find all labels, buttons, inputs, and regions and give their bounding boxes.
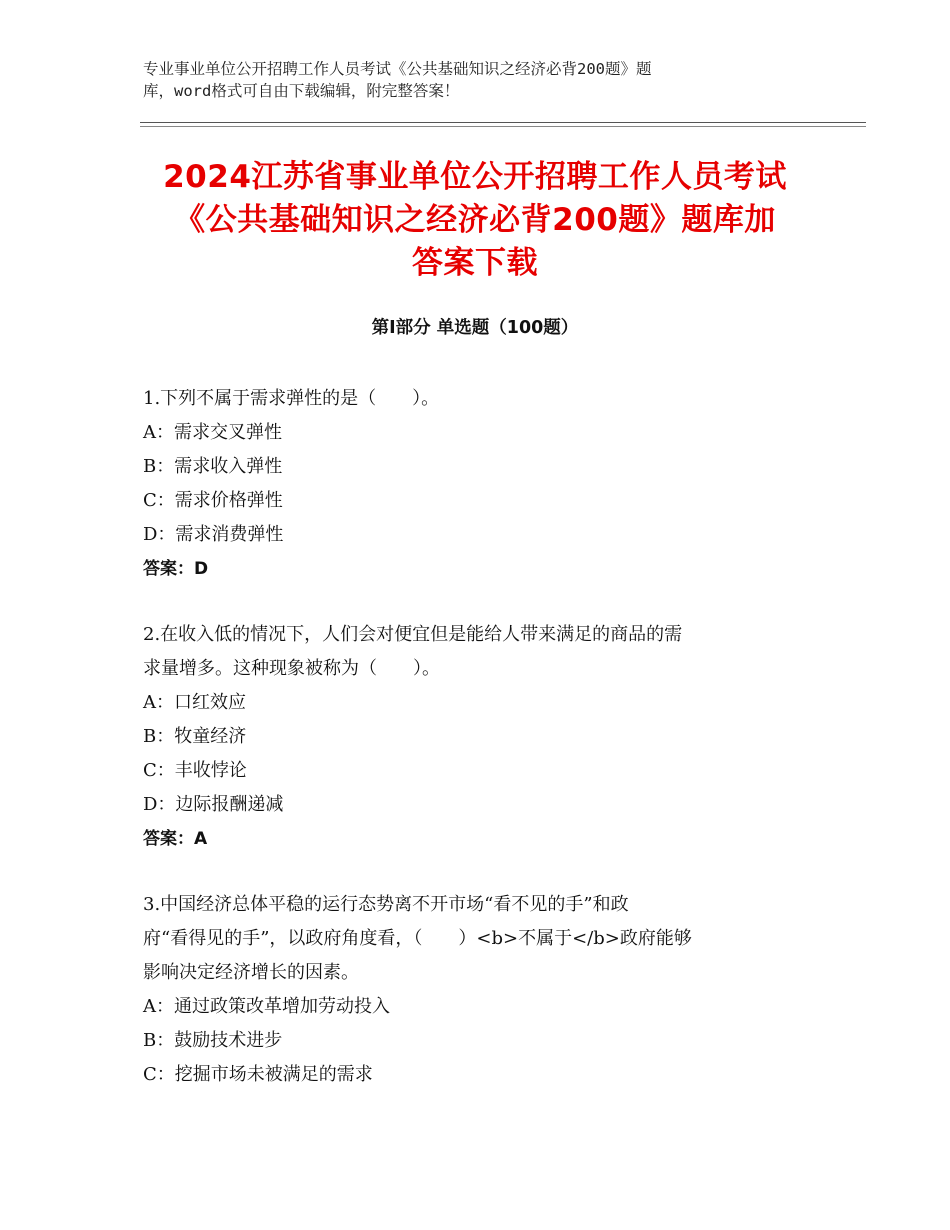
question-option: D：边际报酬递减 xyxy=(143,794,284,815)
question-option: B：牧童经济 xyxy=(143,726,247,747)
question-stem: 1.下列不属于需求弹性的是（ ）。 xyxy=(143,388,440,409)
header-line: 专业事业单位公开招聘工作人员考试《公共基础知识之经济必背200题》题 xyxy=(143,60,652,78)
question-option: D：需求消费弹性 xyxy=(143,524,284,545)
page-header xyxy=(143,58,783,102)
question-item xyxy=(143,382,823,586)
header-line: 库，word格式可自由下载编辑，附完整答案！ xyxy=(143,82,460,100)
question-answer: 答案：A xyxy=(143,829,208,849)
title-line: 《公共基础知识之经济必背200题》题库加 xyxy=(174,202,776,238)
question-option: B：需求收入弹性 xyxy=(143,456,283,477)
question-option: B：鼓励技术进步 xyxy=(143,1030,283,1051)
section-heading: 第Ⅰ部分 单选题（100题） xyxy=(371,318,579,338)
question-stem: 3.中国经济总体平稳的运行态势离不开市场“看不见的手”和政 xyxy=(143,894,629,915)
question-option: C：需求价格弹性 xyxy=(143,490,283,511)
question-option: A：通过政策改革增加劳动投入 xyxy=(143,996,390,1017)
question-stem: 2.在收入低的情况下，人们会对便宜但是能给人带来满足的商品的需 xyxy=(143,624,683,645)
header-divider xyxy=(140,126,866,127)
question-stem: 府“看得见的手”，以政府角度看，（ ）<b>不属于</b>政府能够 xyxy=(143,928,692,949)
question-answer: 答案：D xyxy=(143,559,209,579)
question-stem: 影响决定经济增长的因素。 xyxy=(143,962,359,983)
question-list xyxy=(143,382,823,1124)
title-line: 2024江苏省事业单位公开招聘工作人员考试 xyxy=(163,159,787,195)
document-title xyxy=(110,156,840,285)
header-divider xyxy=(140,122,866,123)
question-option: A：口红效应 xyxy=(143,692,246,713)
question-item xyxy=(143,888,823,1092)
question-option: C：丰收悖论 xyxy=(143,760,247,781)
question-option: C：挖掘市场未被满足的需求 xyxy=(143,1064,373,1085)
question-stem: 求量增多。这种现象被称为（ ）。 xyxy=(143,658,440,679)
title-line: 答案下载 xyxy=(412,245,538,281)
question-option: A：需求交叉弹性 xyxy=(143,422,282,443)
question-item xyxy=(143,618,823,856)
